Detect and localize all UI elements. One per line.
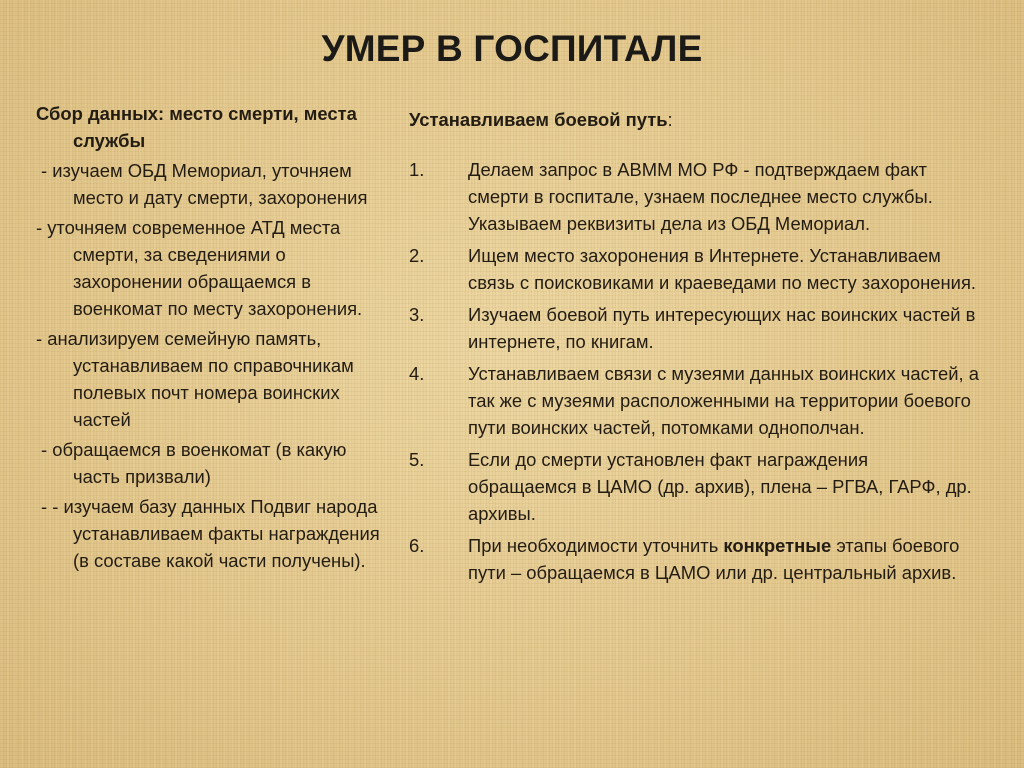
item-number: 2. [409,245,425,266]
combat-path-column [409,106,979,591]
item-number: 1. [409,159,425,180]
item-text: Ищем место захоронения в Интернете. Устанавливаем связь с поисковиками и краеведами по месту захоронения. [468,245,977,293]
item-text: Делаем запрос в АВММ МО РФ - подтверждаем факт смерти в госпитале, узнаем последнее место службы. Указываем реквизиты дела из ОБД Мемориал. [468,159,933,234]
list-item: - анализируем семейную память, устанавливаем по справочникам полевых почт номера воинских частей [36,328,354,430]
numbered-item [409,446,979,527]
data-collection-heading: Сбор данных: место смерти, места службы [36,103,357,151]
item-number: 6. [409,535,425,556]
numbered-item [409,301,979,355]
item-text-end: этапы боевого пути – обращаемся в ЦАМО или др. центральный архив. [468,535,960,583]
item-number: 4. [409,363,425,384]
numbered-item [409,360,979,441]
combat-path-heading [409,106,979,133]
emphasis-text: конкретные [723,535,832,556]
list-item: - изучаем ОБД Мемориал, уточняем место и дату смерти, захоронения [41,160,368,208]
data-collection-column [36,100,386,574]
list-item: - - изучаем базу данных Подвиг народа устанавливаем факты награждения (в составе какой части получены). [41,496,380,571]
item-text: Изучаем боевой путь интересующих нас воинских частей в интернете, по книгам. [468,304,976,352]
item-text-start: При необходимости уточнить [468,535,724,556]
slide-title: УМЕР В ГОСПИТАЛЕ [321,28,703,69]
list-item: - уточняем современное АТД места смерти, за сведениями о захоронении обращаемся в военкомат по месту захоронения. [36,217,363,319]
item-text: Если до смерти установлен факт награждения обращаемся в ЦАМО (др. архив), плена – РГВА, ГАРФ, др. архивы. [468,449,972,524]
list-item: - обращаемся в военкомат (в какую часть призвали) [41,439,347,487]
numbered-item [409,242,979,296]
numbered-item [409,156,979,237]
combat-path-heading-text: Устанавливаем боевой путь [409,109,668,130]
numbered-item [409,532,979,586]
item-text: Устанавливаем связи с музеями данных воинских частей, а так же с музеями расположенными на территории боевого пути воинских частей, потомками однополчан. [468,363,979,438]
heading-colon: : [667,109,673,130]
item-text [468,535,959,583]
item-number: 5. [409,449,425,470]
item-number: 3. [409,304,425,325]
